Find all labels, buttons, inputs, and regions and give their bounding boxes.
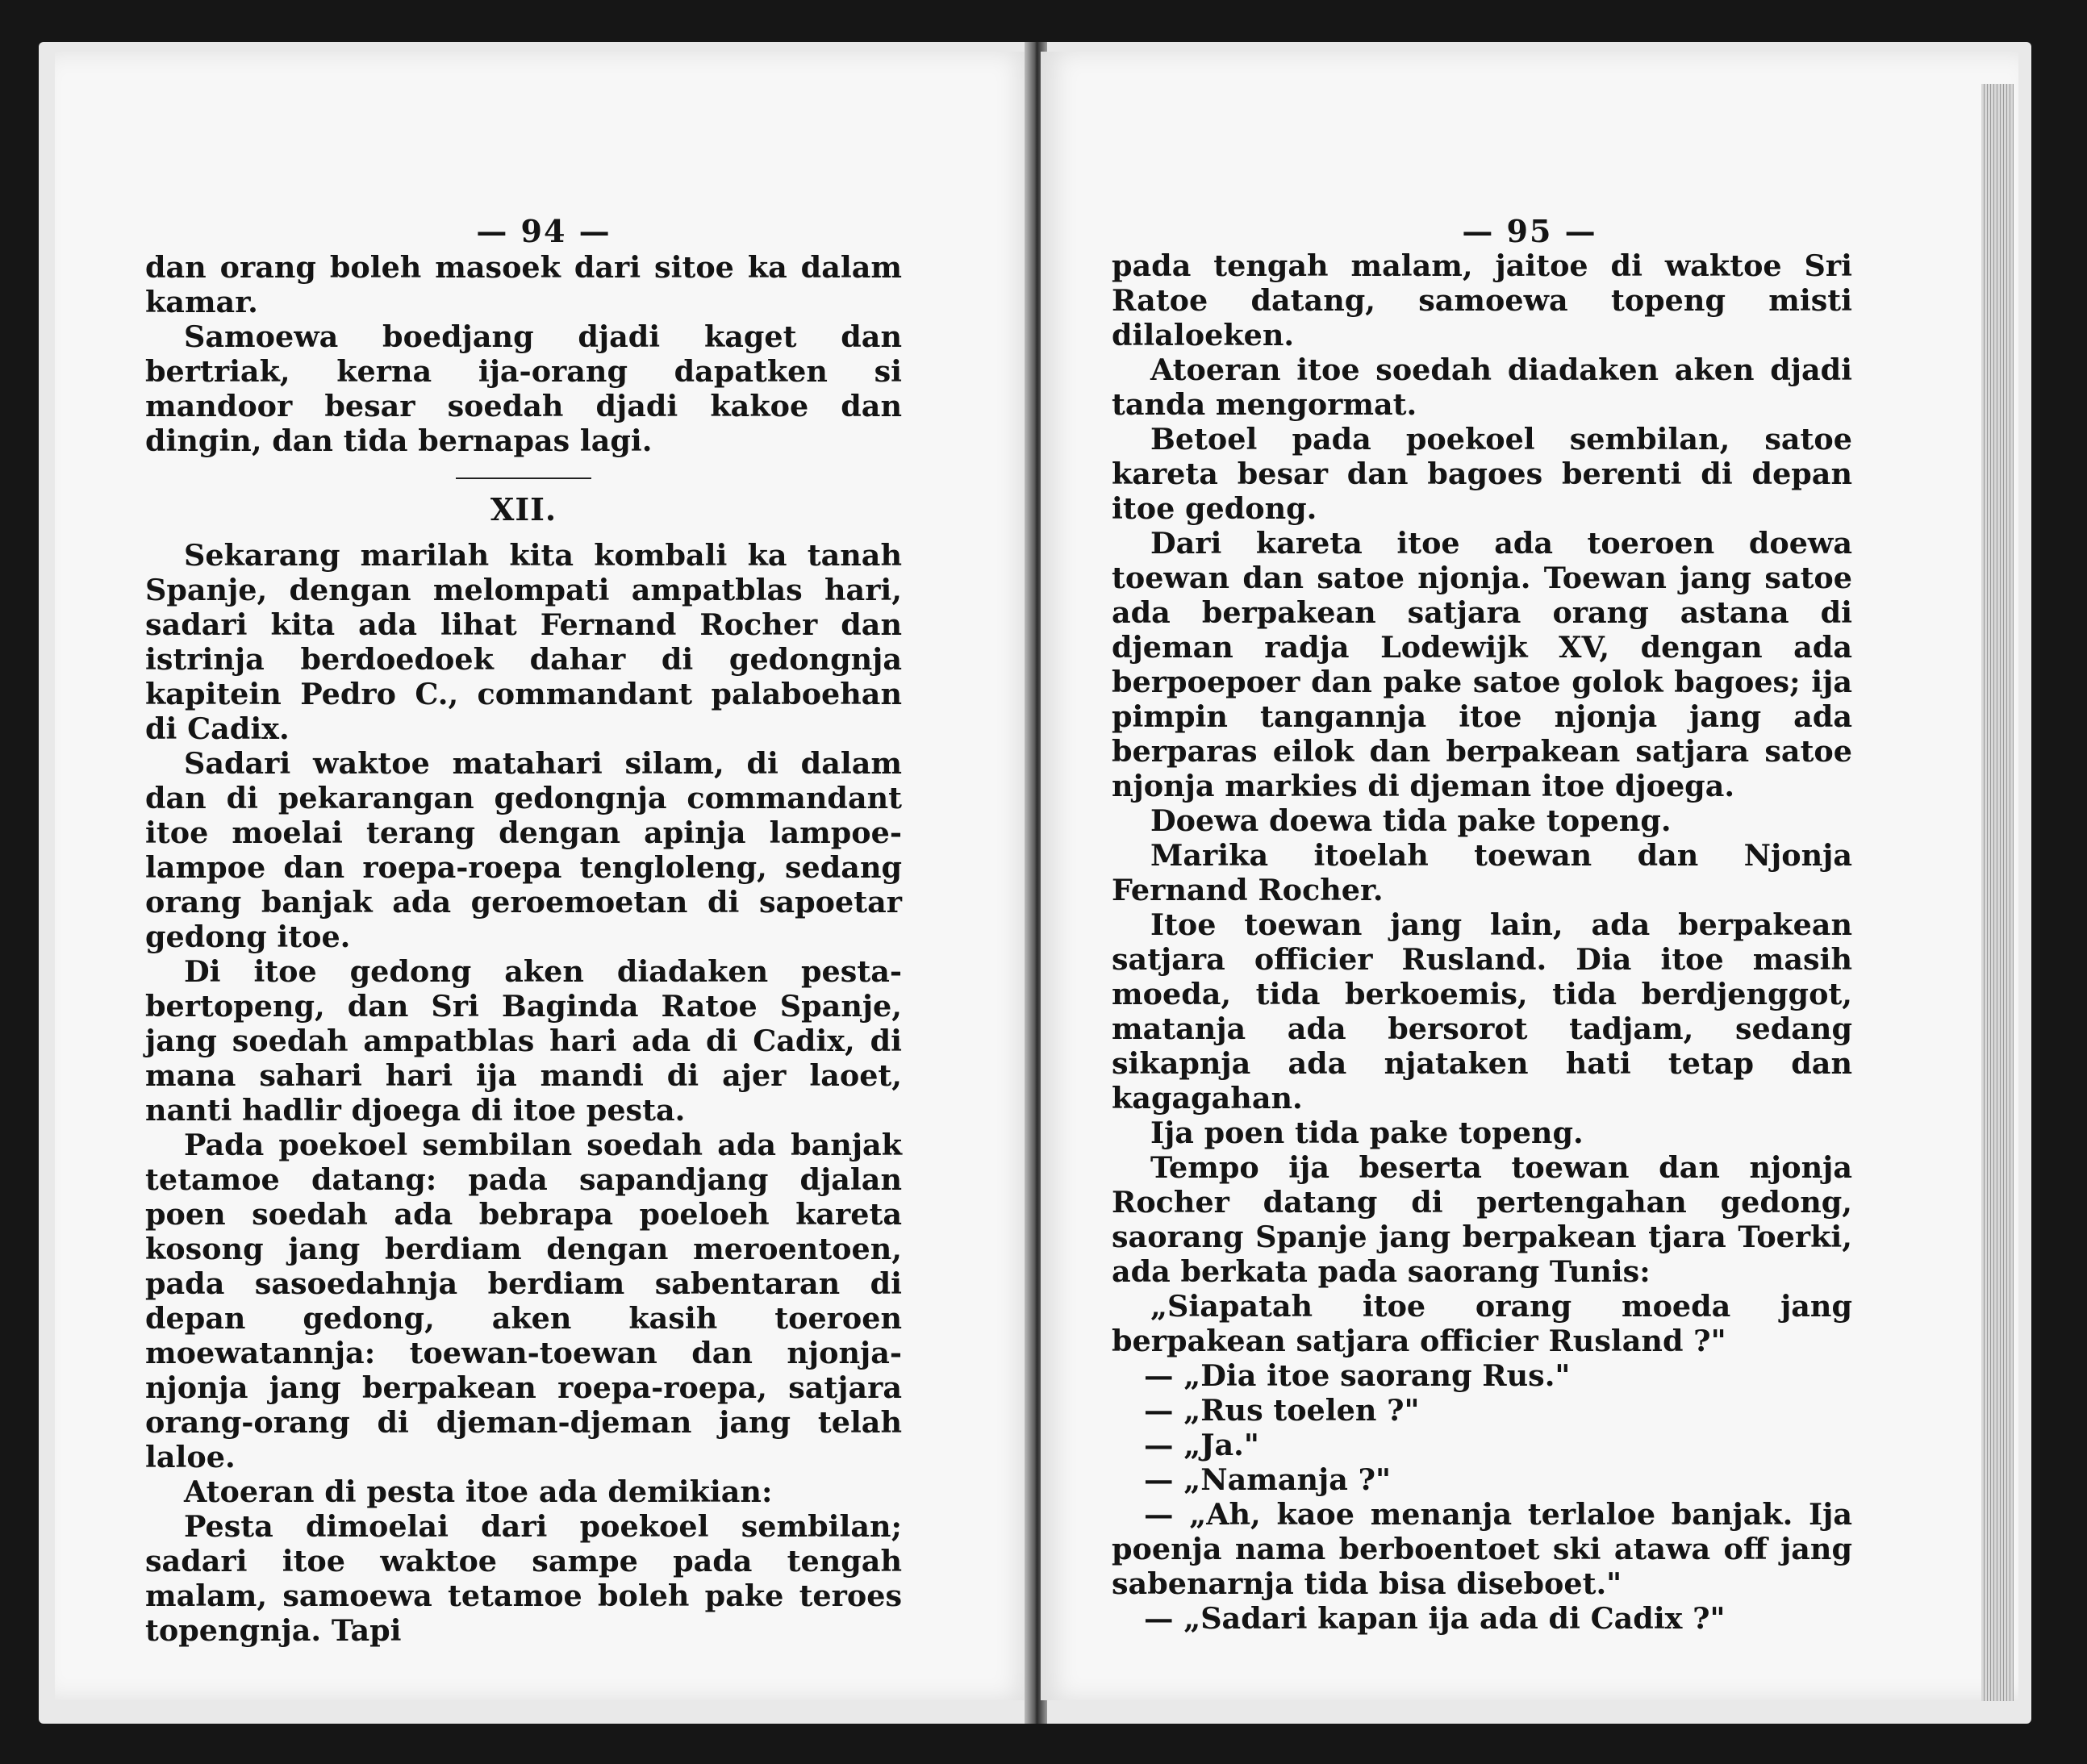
paragraph: Pesta dimoelai dari poekoel sembilan; sadari itoe waktoe sampe pada tengah malam, samoewa tetamoe boleh pake teroes topengnja. Tapi — [145, 1509, 902, 1648]
paragraph: Itoe toewan jang lain, ada berpakean satjara officier Rusland. Dia itoe masih moeda, tida berkoemis, tida berdjenggot, matanja ada bersorot tadjam, sedang sikapnja ada njataken hati tetap dan kagagahan. — [1112, 907, 1852, 1116]
section-divider — [456, 477, 591, 479]
paragraph: Marika itoelah toewan dan Njonja Fernand Rocher. — [1112, 838, 1852, 907]
paragraph: Pada poekoel sembilan soedah ada banjak tetamoe datang: pada sapandjang djalan poen soedah ada bebrapa poeloeh kareta kosong jang berdiam dengan meroentoen, pada sasoedahnja berdiam sabentaran di depan gedong, aken kasih toeroen moewatannja: toewan-toewan dan njonja-njonja jang berpakean roepa-roepa, satjara orang-orang di djeman-djeman jang telah laloe. — [145, 1128, 902, 1474]
paragraph: Ija poen tida pake topeng. — [1150, 1116, 1584, 1150]
paragraph: Atoeran itoe soedah diadaken aken djadi tanda mengormat. — [1112, 352, 1852, 422]
paragraph: Sekarang marilah kita kombali ka tanah Spanje, dengan melompati ampatblas hari, sadari kita ada lihat Fernand Rocher dan istrinja berdoedoek dahar di gedongnja kapitein Pedro C., commandant palaboehan di Cadix. — [145, 538, 902, 746]
dialog-line: — „Ja." — [1144, 1428, 1259, 1462]
dialog-line: — „Namanja ?" — [1144, 1462, 1391, 1497]
paragraph: „Siapatah itoe orang moeda jang berpakean satjara officier Rusland ?" — [1112, 1289, 1852, 1358]
paragraph: Sadari waktoe matahari silam, di dalam dan di pekarangan gedongnja commandant itoe moelai terang dengan apinja lampoe-lampoe dan roepa-roepa tengloleng, sedang orang banjak ada geroemoetan di sapoetar gedong itoe. — [145, 746, 902, 954]
page-edges — [1981, 84, 2014, 1701]
page-number-left: — 94 — — [476, 213, 611, 249]
dialog-line: — „Rus toelen ?" — [1144, 1393, 1420, 1428]
dialog-line: — „Sadari kapan ija ada di Cadix ?" — [1144, 1601, 1726, 1636]
dialog-line: — „Dia itoe saorang Rus." — [1144, 1358, 1571, 1393]
left-page-text — [145, 250, 902, 1648]
section-heading: XII. — [490, 491, 557, 528]
paragraph: Doewa doewa tida pake topeng. — [1150, 803, 1672, 838]
open-book-spread — [39, 42, 2031, 1724]
paragraph: Tempo ija beserta toewan dan njonja Rocher datang di pertengahan gedong, saorang Spanje jang berpakean tjara Toerki, ada berkata pada saorang Tunis: — [1112, 1150, 1852, 1289]
paragraph: Betoel pada poekoel sembilan, satoe kareta besar dan bagoes berenti di depan itoe gedong. — [1112, 422, 1852, 526]
page-number-right: — 95 — — [1462, 213, 1597, 249]
right-page-text — [1112, 248, 1852, 1636]
right-page — [1041, 52, 2018, 1700]
paragraph: Atoeran di pesta itoe ada demikian: — [184, 1474, 773, 1509]
paragraph: dan orang boleh masoek dari sitoe ka dalam kamar. — [145, 250, 902, 319]
left-page — [55, 52, 1033, 1700]
paragraph: pada tengah malam, jaitoe di waktoe Sri Ratoe datang, samoewa topeng misti dilaloeken. — [1112, 248, 1852, 352]
dialog-line: — „Ah, kaoe menanja terlaloe banjak. Ija poenja nama berboentoet ski atawa off jang sabenarnja tida bisa diseboet." — [1112, 1497, 1852, 1601]
paragraph: Di itoe gedong aken diadaken pesta-bertopeng, dan Sri Baginda Ratoe Spanje, jang soedah ampatblas hari ada di Cadix, di mana sahari hari ija mandi di ajer laoet, nanti hadlir djoega di itoe pesta. — [145, 954, 902, 1128]
paragraph: Dari kareta itoe ada toeroen doewa toewan dan satoe njonja. Toewan jang satoe ada berpakean satjara orang astana di djeman radja Lodewijk XV, dengan ada berpoepoer dan pake satoe golok bagoes; ija pimpin tangannja itoe njonja jang ada berparas eilok dan berpakean satjara satoe njonja markies di djeman itoe djoega. — [1112, 526, 1852, 803]
paragraph: Samoewa boedjang djadi kaget dan bertriak, kerna ija-orang dapatken si mandoor besar soedah djadi kakoe dan dingin, dan tida bernapas lagi. — [145, 319, 902, 458]
